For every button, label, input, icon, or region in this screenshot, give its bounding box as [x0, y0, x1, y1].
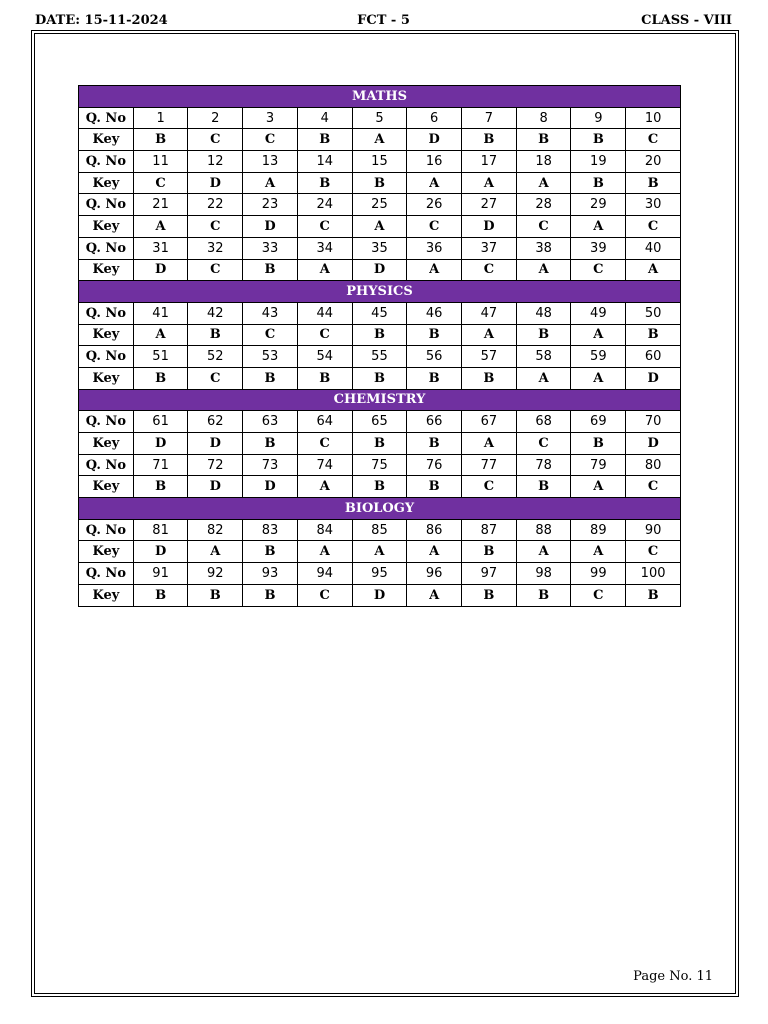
question-number-row [79, 194, 681, 216]
question-number-cell: 28 [516, 194, 571, 216]
answer-cell: B [462, 367, 517, 389]
question-number-cell: 96 [407, 563, 462, 585]
answer-cell: C [297, 324, 352, 346]
answer-cell: C [188, 216, 243, 238]
question-number-cell: 17 [462, 151, 517, 173]
question-number-cell: 18 [516, 151, 571, 173]
key-label: Key [79, 541, 134, 563]
answer-cell: B [188, 584, 243, 606]
answer-cell: B [243, 584, 298, 606]
question-number-cell: 22 [188, 194, 243, 216]
answer-cell: C [188, 367, 243, 389]
answer-key-row [79, 541, 681, 563]
question-number-cell: 29 [571, 194, 626, 216]
answer-cell: B [571, 129, 626, 151]
answer-cell: B [352, 476, 407, 498]
answer-cell: C [133, 172, 188, 194]
answer-cell: B [462, 541, 517, 563]
section-header-row [79, 498, 681, 520]
qno-label: Q. No [79, 346, 134, 368]
section-title: BIOLOGY [79, 498, 681, 520]
question-number-cell: 9 [571, 107, 626, 129]
answer-cell: B [297, 367, 352, 389]
question-number-cell: 59 [571, 346, 626, 368]
question-number-cell: 79 [571, 454, 626, 476]
question-number-cell: 41 [133, 302, 188, 324]
question-number-cell: 64 [297, 411, 352, 433]
answer-cell: B [516, 584, 571, 606]
question-number-cell: 25 [352, 194, 407, 216]
answer-cell: A [571, 216, 626, 238]
answer-cell: A [571, 367, 626, 389]
answer-cell: A [407, 541, 462, 563]
answer-cell: D [133, 541, 188, 563]
question-number-cell: 92 [188, 563, 243, 585]
question-number-cell: 2 [188, 107, 243, 129]
qno-label: Q. No [79, 107, 134, 129]
question-number-cell: 69 [571, 411, 626, 433]
question-number-row [79, 237, 681, 259]
answer-key-row [79, 129, 681, 151]
question-number-cell: 57 [462, 346, 517, 368]
question-number-cell: 77 [462, 454, 517, 476]
question-number-row [79, 563, 681, 585]
answer-cell: D [243, 216, 298, 238]
question-number-cell: 39 [571, 237, 626, 259]
answer-cell: A [516, 367, 571, 389]
answer-cell: C [297, 584, 352, 606]
answer-key-row [79, 476, 681, 498]
question-number-cell: 100 [626, 563, 681, 585]
question-number-cell: 82 [188, 519, 243, 541]
section-title: CHEMISTRY [79, 389, 681, 411]
question-number-cell: 16 [407, 151, 462, 173]
answer-cell: A [462, 433, 517, 455]
question-number-cell: 3 [243, 107, 298, 129]
answer-cell: D [188, 172, 243, 194]
question-number-row [79, 151, 681, 173]
answer-cell: A [462, 172, 517, 194]
question-number-cell: 14 [297, 151, 352, 173]
question-number-cell: 90 [626, 519, 681, 541]
question-number-cell: 72 [188, 454, 243, 476]
answer-cell: A [462, 324, 517, 346]
answer-cell: D [188, 433, 243, 455]
section-title: PHYSICS [79, 281, 681, 303]
question-number-cell: 65 [352, 411, 407, 433]
answer-cell: B [407, 433, 462, 455]
answer-cell: C [407, 216, 462, 238]
answer-cell: A [516, 259, 571, 281]
question-number-cell: 47 [462, 302, 517, 324]
answer-cell: C [188, 129, 243, 151]
question-number-row [79, 107, 681, 129]
answer-cell: B [243, 259, 298, 281]
answer-cell: B [462, 129, 517, 151]
question-number-cell: 66 [407, 411, 462, 433]
question-number-cell: 30 [626, 194, 681, 216]
answer-cell: A [571, 324, 626, 346]
section-header-row [79, 389, 681, 411]
answer-cell: B [352, 172, 407, 194]
question-number-cell: 45 [352, 302, 407, 324]
question-number-cell: 71 [133, 454, 188, 476]
section-header-row [79, 86, 681, 108]
qno-label: Q. No [79, 454, 134, 476]
question-number-row [79, 346, 681, 368]
question-number-cell: 13 [243, 151, 298, 173]
question-number-row [79, 302, 681, 324]
question-number-cell: 95 [352, 563, 407, 585]
answer-cell: B [516, 129, 571, 151]
question-number-cell: 21 [133, 194, 188, 216]
question-number-cell: 70 [626, 411, 681, 433]
question-number-cell: 4 [297, 107, 352, 129]
question-number-cell: 84 [297, 519, 352, 541]
section-header-row [79, 281, 681, 303]
question-number-cell: 91 [133, 563, 188, 585]
answer-key-row [79, 216, 681, 238]
question-number-cell: 15 [352, 151, 407, 173]
question-number-cell: 36 [407, 237, 462, 259]
answer-cell: B [133, 476, 188, 498]
question-number-cell: 80 [626, 454, 681, 476]
question-number-cell: 44 [297, 302, 352, 324]
qno-label: Q. No [79, 194, 134, 216]
question-number-cell: 19 [571, 151, 626, 173]
answer-cell: C [297, 216, 352, 238]
answer-cell: C [626, 476, 681, 498]
question-number-cell: 50 [626, 302, 681, 324]
question-number-cell: 63 [243, 411, 298, 433]
question-number-cell: 67 [462, 411, 517, 433]
question-number-cell: 93 [243, 563, 298, 585]
question-number-cell: 52 [188, 346, 243, 368]
answer-cell: C [571, 584, 626, 606]
question-number-cell: 81 [133, 519, 188, 541]
answer-cell: B [516, 476, 571, 498]
answer-cell: A [571, 541, 626, 563]
answer-cell: C [516, 216, 571, 238]
question-number-cell: 20 [626, 151, 681, 173]
answer-cell: B [626, 324, 681, 346]
question-number-row [79, 454, 681, 476]
answer-cell: A [243, 172, 298, 194]
question-number-cell: 58 [516, 346, 571, 368]
question-number-cell: 85 [352, 519, 407, 541]
answer-key-row [79, 367, 681, 389]
answer-cell: A [352, 216, 407, 238]
question-number-cell: 51 [133, 346, 188, 368]
page-number: Page No. 11 [633, 969, 713, 984]
answer-key-row [79, 584, 681, 606]
question-number-cell: 98 [516, 563, 571, 585]
key-label: Key [79, 433, 134, 455]
question-number-cell: 10 [626, 107, 681, 129]
question-number-cell: 35 [352, 237, 407, 259]
qno-label: Q. No [79, 563, 134, 585]
question-number-cell: 38 [516, 237, 571, 259]
answer-cell: D [626, 433, 681, 455]
answer-key-row [79, 172, 681, 194]
question-number-cell: 53 [243, 346, 298, 368]
question-number-cell: 34 [297, 237, 352, 259]
answer-cell: B [352, 367, 407, 389]
answer-cell: A [571, 476, 626, 498]
answer-cell: C [188, 259, 243, 281]
answer-cell: D [243, 476, 298, 498]
answer-cell: A [133, 216, 188, 238]
answer-cell: A [407, 584, 462, 606]
answer-cell: D [133, 259, 188, 281]
answer-cell: A [516, 172, 571, 194]
question-number-cell: 33 [243, 237, 298, 259]
qno-label: Q. No [79, 151, 134, 173]
answer-cell: B [407, 476, 462, 498]
question-number-cell: 74 [297, 454, 352, 476]
test-name: FCT - 5 [357, 13, 410, 28]
answer-cell: B [352, 433, 407, 455]
answer-cell: A [297, 259, 352, 281]
question-number-cell: 54 [297, 346, 352, 368]
answer-cell: C [462, 476, 517, 498]
answer-key-row [79, 259, 681, 281]
question-number-cell: 46 [407, 302, 462, 324]
answer-cell: B [243, 433, 298, 455]
question-number-cell: 40 [626, 237, 681, 259]
question-number-cell: 6 [407, 107, 462, 129]
qno-label: Q. No [79, 411, 134, 433]
answer-key-row [79, 433, 681, 455]
answer-cell: B [407, 324, 462, 346]
answer-cell: C [462, 259, 517, 281]
question-number-cell: 99 [571, 563, 626, 585]
question-number-cell: 86 [407, 519, 462, 541]
qno-label: Q. No [79, 302, 134, 324]
answer-cell: A [516, 541, 571, 563]
answer-cell: B [462, 584, 517, 606]
answer-cell: C [243, 324, 298, 346]
question-number-cell: 31 [133, 237, 188, 259]
answer-cell: A [133, 324, 188, 346]
question-number-cell: 75 [352, 454, 407, 476]
question-number-cell: 60 [626, 346, 681, 368]
answer-cell: B [133, 367, 188, 389]
answer-cell: D [133, 433, 188, 455]
question-number-cell: 62 [188, 411, 243, 433]
answer-cell: A [188, 541, 243, 563]
answer-cell: B [243, 367, 298, 389]
answer-cell: A [626, 259, 681, 281]
question-number-cell: 94 [297, 563, 352, 585]
answer-cell: D [188, 476, 243, 498]
answer-cell: D [626, 367, 681, 389]
answer-cell: C [626, 541, 681, 563]
answer-cell: B [626, 584, 681, 606]
question-number-cell: 97 [462, 563, 517, 585]
exam-date: DATE: 15-11-2024 [35, 13, 168, 28]
qno-label: Q. No [79, 237, 134, 259]
answer-cell: B [626, 172, 681, 194]
answer-cell: A [407, 172, 462, 194]
answer-cell: C [297, 433, 352, 455]
answer-cell: B [133, 584, 188, 606]
answer-cell: B [571, 172, 626, 194]
question-number-cell: 8 [516, 107, 571, 129]
question-number-row [79, 519, 681, 541]
question-number-cell: 55 [352, 346, 407, 368]
key-label: Key [79, 259, 134, 281]
answer-cell: B [571, 433, 626, 455]
key-label: Key [79, 216, 134, 238]
answer-cell: A [297, 476, 352, 498]
answer-cell: A [297, 541, 352, 563]
answer-cell: B [297, 172, 352, 194]
answer-cell: C [516, 433, 571, 455]
answer-cell: B [352, 324, 407, 346]
answer-cell: A [352, 129, 407, 151]
answer-cell: C [243, 129, 298, 151]
question-number-cell: 87 [462, 519, 517, 541]
answer-cell: C [626, 129, 681, 151]
question-number-cell: 7 [462, 107, 517, 129]
question-number-cell: 32 [188, 237, 243, 259]
answer-key-row [79, 324, 681, 346]
answer-cell: C [571, 259, 626, 281]
question-number-cell: 48 [516, 302, 571, 324]
answer-cell: B [407, 367, 462, 389]
question-number-cell: 89 [571, 519, 626, 541]
key-label: Key [79, 476, 134, 498]
question-number-cell: 73 [243, 454, 298, 476]
qno-label: Q. No [79, 519, 134, 541]
answer-key-table [78, 85, 681, 607]
question-number-cell: 88 [516, 519, 571, 541]
key-label: Key [79, 129, 134, 151]
answer-cell: B [133, 129, 188, 151]
question-number-cell: 49 [571, 302, 626, 324]
question-number-cell: 5 [352, 107, 407, 129]
question-number-cell: 83 [243, 519, 298, 541]
question-number-cell: 78 [516, 454, 571, 476]
question-number-cell: 43 [243, 302, 298, 324]
question-number-cell: 24 [297, 194, 352, 216]
question-number-cell: 37 [462, 237, 517, 259]
answer-cell: B [297, 129, 352, 151]
question-number-cell: 23 [243, 194, 298, 216]
answer-cell: D [462, 216, 517, 238]
answer-cell: B [516, 324, 571, 346]
page-header [35, 11, 732, 31]
question-number-row [79, 411, 681, 433]
key-label: Key [79, 172, 134, 194]
answer-cell: D [352, 584, 407, 606]
answer-cell: A [407, 259, 462, 281]
question-number-cell: 27 [462, 194, 517, 216]
question-number-cell: 11 [133, 151, 188, 173]
key-label: Key [79, 584, 134, 606]
question-number-cell: 61 [133, 411, 188, 433]
answer-cell: C [626, 216, 681, 238]
key-label: Key [79, 367, 134, 389]
answer-cell: A [352, 541, 407, 563]
key-label: Key [79, 324, 134, 346]
question-number-cell: 42 [188, 302, 243, 324]
section-title: MATHS [79, 86, 681, 108]
question-number-cell: 76 [407, 454, 462, 476]
answer-cell: B [188, 324, 243, 346]
answer-cell: D [407, 129, 462, 151]
answer-cell: D [352, 259, 407, 281]
question-number-cell: 56 [407, 346, 462, 368]
question-number-cell: 68 [516, 411, 571, 433]
answer-cell: B [243, 541, 298, 563]
class-name: CLASS - VIII [641, 13, 732, 28]
question-number-cell: 1 [133, 107, 188, 129]
question-number-cell: 26 [407, 194, 462, 216]
question-number-cell: 12 [188, 151, 243, 173]
